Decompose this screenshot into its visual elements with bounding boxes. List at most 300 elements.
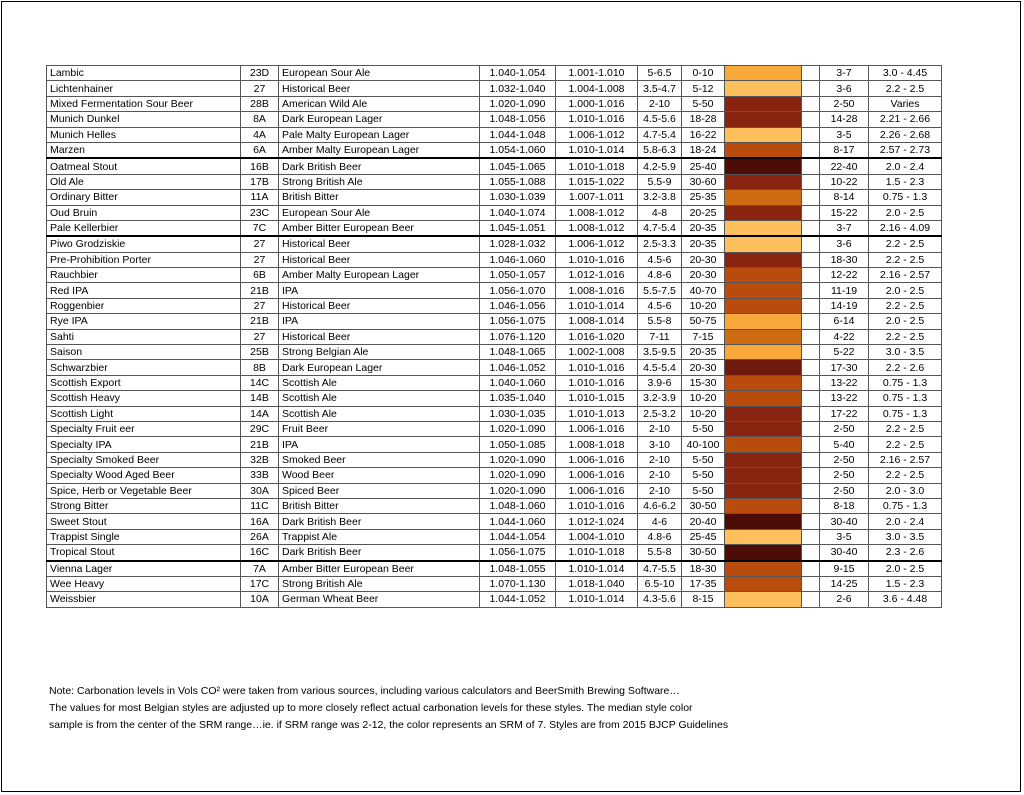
abv-cell: 6.5-10 (638, 576, 682, 591)
original-gravity-cell: 1.032-1.040 (480, 81, 556, 96)
color-swatch (725, 112, 802, 127)
style-name-cell: Rye IPA (47, 314, 241, 329)
abv-cell: 2-10 (638, 421, 682, 436)
style-code-cell: 25B (241, 345, 279, 360)
final-gravity-cell: 1.008-1.016 (556, 283, 638, 298)
color-swatch (725, 81, 802, 96)
category-cell: Historical Beer (279, 236, 480, 252)
spacer-cell (802, 220, 820, 236)
original-gravity-cell: 1.056-1.075 (480, 314, 556, 329)
abv-cell: 2.5-3.2 (638, 406, 682, 421)
final-gravity-cell: 1.010-1.016 (556, 375, 638, 390)
original-gravity-cell: 1.056-1.075 (480, 545, 556, 561)
srm-range-cell: 13-22 (820, 391, 869, 406)
srm-range-cell: 11-19 (820, 283, 869, 298)
abv-cell: 4-8 (638, 205, 682, 220)
spacer-cell (802, 158, 820, 174)
final-gravity-cell: 1.010-1.014 (556, 561, 638, 577)
style-name-cell: Sahti (47, 329, 241, 344)
category-cell: Historical Beer (279, 298, 480, 313)
carbonation-cell: 2.3 - 2.6 (869, 545, 942, 561)
ibu-cell: 18-30 (682, 561, 725, 577)
style-code-cell: 8B (241, 360, 279, 375)
final-gravity-cell: 1.001-1.010 (556, 66, 638, 81)
style-code-cell: 33B (241, 468, 279, 483)
carbonation-cell: 2.16 - 4.09 (869, 220, 942, 236)
style-code-cell: 11C (241, 498, 279, 513)
style-name-cell: Scottish Heavy (47, 391, 241, 406)
style-name-cell: Schwarzbier (47, 360, 241, 375)
style-code-cell: 14C (241, 375, 279, 390)
style-code-cell: 21B (241, 283, 279, 298)
original-gravity-cell: 1.048-1.060 (480, 498, 556, 513)
abv-cell: 3-10 (638, 437, 682, 452)
style-name-cell: Pre-Prohibition Porter (47, 252, 241, 267)
final-gravity-cell: 1.016-1.020 (556, 329, 638, 344)
srm-range-cell: 2-50 (820, 421, 869, 436)
style-code-cell: 7C (241, 220, 279, 236)
style-name-cell: Strong Bitter (47, 498, 241, 513)
color-swatch (725, 190, 802, 205)
abv-cell: 2-10 (638, 468, 682, 483)
ibu-cell: 10-20 (682, 391, 725, 406)
ibu-cell: 16-22 (682, 127, 725, 142)
final-gravity-cell: 1.008-1.014 (556, 314, 638, 329)
style-code-cell: 14A (241, 406, 279, 421)
abv-cell: 4-6 (638, 514, 682, 529)
srm-range-cell: 2-6 (820, 592, 869, 607)
table-row (47, 314, 942, 329)
final-gravity-cell: 1.008-1.018 (556, 437, 638, 452)
color-swatch (725, 360, 802, 375)
abv-cell: 5.8-6.3 (638, 142, 682, 158)
style-name-cell: Oud Bruin (47, 205, 241, 220)
ibu-cell: 20-35 (682, 345, 725, 360)
srm-range-cell: 3-6 (820, 236, 869, 252)
carbonation-cell: 2.0 - 3.0 (869, 483, 942, 498)
style-name-cell: Pale Kellerbier (47, 220, 241, 236)
abv-cell: 4.2-5.9 (638, 158, 682, 174)
category-cell: IPA (279, 283, 480, 298)
table-row (47, 452, 942, 467)
style-name-cell: Spice, Herb or Vegetable Beer (47, 483, 241, 498)
abv-cell: 5.5-7.5 (638, 283, 682, 298)
original-gravity-cell: 1.056-1.070 (480, 283, 556, 298)
srm-range-cell: 3-5 (820, 127, 869, 142)
final-gravity-cell: 1.006-1.016 (556, 421, 638, 436)
final-gravity-cell: 1.006-1.016 (556, 452, 638, 467)
style-code-cell: 16B (241, 158, 279, 174)
srm-range-cell: 12-22 (820, 268, 869, 283)
spacer-cell (802, 81, 820, 96)
ibu-cell: 10-20 (682, 406, 725, 421)
note-line-3: sample is from the center of the SRM range…ie. if SRM range was 2-12, the color represents an SRM of 7. Styles are from 2015 BJCP Guidelines (49, 719, 729, 731)
category-cell: Scottish Ale (279, 406, 480, 421)
table-row (47, 545, 942, 561)
ibu-cell: 30-50 (682, 545, 725, 561)
color-swatch (725, 375, 802, 390)
abv-cell: 3.2-3.9 (638, 391, 682, 406)
carbonation-cell: 2.2 - 2.5 (869, 329, 942, 344)
style-code-cell: 27 (241, 329, 279, 344)
table-row (47, 375, 942, 390)
table-row (47, 592, 942, 607)
abv-cell: 2.5-3.3 (638, 236, 682, 252)
category-cell: Trappist Ale (279, 529, 480, 544)
srm-range-cell: 5-40 (820, 437, 869, 452)
color-swatch (725, 283, 802, 298)
table-row (47, 561, 942, 577)
ibu-cell: 20-30 (682, 252, 725, 267)
srm-range-cell: 6-14 (820, 314, 869, 329)
color-swatch (725, 236, 802, 252)
original-gravity-cell: 1.050-1.085 (480, 437, 556, 452)
style-code-cell: 27 (241, 236, 279, 252)
spacer-cell (802, 236, 820, 252)
srm-range-cell: 8-18 (820, 498, 869, 513)
spacer-cell (802, 174, 820, 189)
category-cell: Smoked Beer (279, 452, 480, 467)
style-name-cell: Tropical Stout (47, 545, 241, 561)
table-row (47, 127, 942, 142)
ibu-cell: 18-24 (682, 142, 725, 158)
abv-cell: 4.7-5.4 (638, 220, 682, 236)
srm-range-cell: 3-6 (820, 81, 869, 96)
style-code-cell: 21B (241, 437, 279, 452)
carbonation-cell: 0.75 - 1.3 (869, 391, 942, 406)
final-gravity-cell: 1.015-1.022 (556, 174, 638, 189)
style-name-cell: Weissbier (47, 592, 241, 607)
final-gravity-cell: 1.004-1.010 (556, 529, 638, 544)
ibu-cell: 0-10 (682, 66, 725, 81)
style-code-cell: 11A (241, 190, 279, 205)
category-cell: Amber Malty European Lager (279, 268, 480, 283)
original-gravity-cell: 1.020-1.090 (480, 468, 556, 483)
carbonation-cell: 0.75 - 1.3 (869, 498, 942, 513)
table-row (47, 174, 942, 189)
original-gravity-cell: 1.030-1.035 (480, 406, 556, 421)
ibu-cell: 40-100 (682, 437, 725, 452)
ibu-cell: 10-20 (682, 298, 725, 313)
spacer-cell (802, 576, 820, 591)
original-gravity-cell: 1.020-1.090 (480, 421, 556, 436)
ibu-cell: 20-35 (682, 220, 725, 236)
style-code-cell: 27 (241, 81, 279, 96)
ibu-cell: 25-45 (682, 529, 725, 544)
abv-cell: 5.5-8 (638, 545, 682, 561)
style-name-cell: Wee Heavy (47, 576, 241, 591)
original-gravity-cell: 1.030-1.039 (480, 190, 556, 205)
final-gravity-cell: 1.010-1.016 (556, 252, 638, 267)
category-cell: Historical Beer (279, 81, 480, 96)
srm-range-cell: 14-28 (820, 112, 869, 127)
carbonation-cell: 2.2 - 2.5 (869, 252, 942, 267)
category-cell: Wood Beer (279, 468, 480, 483)
spacer-cell (802, 545, 820, 561)
table-row (47, 468, 942, 483)
original-gravity-cell: 1.046-1.060 (480, 252, 556, 267)
color-swatch (725, 483, 802, 498)
original-gravity-cell: 1.048-1.055 (480, 561, 556, 577)
abv-cell: 4.7-5.5 (638, 561, 682, 577)
spacer-cell (802, 360, 820, 375)
table-row (47, 283, 942, 298)
table-row (47, 298, 942, 313)
style-code-cell: 27 (241, 298, 279, 313)
final-gravity-cell: 1.008-1.012 (556, 220, 638, 236)
srm-range-cell: 13-22 (820, 375, 869, 390)
table-row (47, 205, 942, 220)
carbonation-cell: 2.0 - 2.5 (869, 314, 942, 329)
original-gravity-cell: 1.050-1.057 (480, 268, 556, 283)
table-row (47, 345, 942, 360)
color-swatch (725, 452, 802, 467)
final-gravity-cell: 1.006-1.012 (556, 236, 638, 252)
original-gravity-cell: 1.020-1.090 (480, 452, 556, 467)
srm-range-cell: 30-40 (820, 514, 869, 529)
original-gravity-cell: 1.045-1.065 (480, 158, 556, 174)
color-swatch (725, 220, 802, 236)
carbonation-cell: 2.0 - 2.5 (869, 561, 942, 577)
table-row (47, 66, 942, 81)
category-cell: Amber Bitter European Beer (279, 561, 480, 577)
style-name-cell: Oatmeal Stout (47, 158, 241, 174)
abv-cell: 3.9-6 (638, 375, 682, 390)
style-code-cell: 29C (241, 421, 279, 436)
table-row (47, 360, 942, 375)
final-gravity-cell: 1.006-1.012 (556, 127, 638, 142)
style-name-cell: Munich Helles (47, 127, 241, 142)
category-cell: Dark European Lager (279, 112, 480, 127)
carbonation-cell: 2.2 - 2.5 (869, 421, 942, 436)
color-swatch (725, 545, 802, 561)
category-cell: Scottish Ale (279, 375, 480, 390)
carbonation-cell: 2.2 - 2.6 (869, 360, 942, 375)
final-gravity-cell: 1.018-1.040 (556, 576, 638, 591)
ibu-cell: 17-35 (682, 576, 725, 591)
color-swatch (725, 268, 802, 283)
style-name-cell: Marzen (47, 142, 241, 158)
abv-cell: 4.5-6 (638, 252, 682, 267)
spacer-cell (802, 498, 820, 513)
ibu-cell: 5-50 (682, 452, 725, 467)
ibu-cell: 25-35 (682, 190, 725, 205)
srm-range-cell: 2-50 (820, 483, 869, 498)
style-name-cell: Lambic (47, 66, 241, 81)
original-gravity-cell: 1.044-1.060 (480, 514, 556, 529)
original-gravity-cell: 1.044-1.054 (480, 529, 556, 544)
final-gravity-cell: 1.010-1.014 (556, 298, 638, 313)
beer-styles-table-body (47, 66, 942, 608)
table-row (47, 498, 942, 513)
color-swatch (725, 421, 802, 436)
style-name-cell: Scottish Light (47, 406, 241, 421)
style-name-cell: Lichtenhainer (47, 81, 241, 96)
table-row (47, 329, 942, 344)
ibu-cell: 18-28 (682, 112, 725, 127)
ibu-cell: 50-75 (682, 314, 725, 329)
category-cell: Amber Bitter European Beer (279, 220, 480, 236)
ibu-cell: 25-40 (682, 158, 725, 174)
style-name-cell: Specialty Smoked Beer (47, 452, 241, 467)
table-row (47, 421, 942, 436)
abv-cell: 2-10 (638, 483, 682, 498)
style-code-cell: 16C (241, 545, 279, 561)
style-name-cell: Mixed Fermentation Sour Beer (47, 96, 241, 111)
table-row (47, 529, 942, 544)
original-gravity-cell: 1.054-1.060 (480, 142, 556, 158)
srm-range-cell: 14-25 (820, 576, 869, 591)
final-gravity-cell: 1.008-1.012 (556, 205, 638, 220)
style-code-cell: 7A (241, 561, 279, 577)
spacer-cell (802, 437, 820, 452)
original-gravity-cell: 1.055-1.088 (480, 174, 556, 189)
style-name-cell: Scottish Export (47, 375, 241, 390)
table-row (47, 190, 942, 205)
style-code-cell: 17B (241, 174, 279, 189)
table-row (47, 236, 942, 252)
color-swatch (725, 96, 802, 111)
final-gravity-cell: 1.010-1.016 (556, 360, 638, 375)
original-gravity-cell: 1.020-1.090 (480, 483, 556, 498)
table-row (47, 142, 942, 158)
original-gravity-cell: 1.045-1.051 (480, 220, 556, 236)
final-gravity-cell: 1.010-1.016 (556, 498, 638, 513)
spacer-cell (802, 391, 820, 406)
final-gravity-cell: 1.010-1.018 (556, 545, 638, 561)
spacer-cell (802, 529, 820, 544)
srm-range-cell: 9-15 (820, 561, 869, 577)
carbonation-cell: 1.5 - 2.3 (869, 174, 942, 189)
original-gravity-cell: 1.044-1.052 (480, 592, 556, 607)
final-gravity-cell: 1.012-1.024 (556, 514, 638, 529)
spacer-cell (802, 406, 820, 421)
style-code-cell: 10A (241, 592, 279, 607)
abv-cell: 5-6.5 (638, 66, 682, 81)
category-cell: Historical Beer (279, 252, 480, 267)
ibu-cell: 40-70 (682, 283, 725, 298)
style-name-cell: Saison (47, 345, 241, 360)
color-swatch (725, 468, 802, 483)
spacer-cell (802, 268, 820, 283)
original-gravity-cell: 1.035-1.040 (480, 391, 556, 406)
style-code-cell: 27 (241, 252, 279, 267)
spacer-cell (802, 298, 820, 313)
color-swatch (725, 437, 802, 452)
style-name-cell: Vienna Lager (47, 561, 241, 577)
abv-cell: 5.5-9 (638, 174, 682, 189)
style-name-cell: Roggenbier (47, 298, 241, 313)
final-gravity-cell: 1.006-1.016 (556, 483, 638, 498)
carbonation-cell: 2.21 - 2.66 (869, 112, 942, 127)
spacer-cell (802, 592, 820, 607)
color-swatch (725, 498, 802, 513)
ibu-cell: 7-15 (682, 329, 725, 344)
category-cell: Dark European Lager (279, 360, 480, 375)
carbonation-cell: 2.26 - 2.68 (869, 127, 942, 142)
table-row (47, 112, 942, 127)
ibu-cell: 8-15 (682, 592, 725, 607)
category-cell: Spiced Beer (279, 483, 480, 498)
final-gravity-cell: 1.010-1.014 (556, 592, 638, 607)
style-code-cell: 16A (241, 514, 279, 529)
color-swatch (725, 127, 802, 142)
carbonation-cell: 2.2 - 2.5 (869, 437, 942, 452)
spacer-cell (802, 66, 820, 81)
color-swatch (725, 576, 802, 591)
category-cell: Pale Malty European Lager (279, 127, 480, 142)
abv-cell: 2-10 (638, 96, 682, 111)
abv-cell: 4.5-5.4 (638, 360, 682, 375)
style-code-cell: 6A (241, 142, 279, 158)
table-row (47, 514, 942, 529)
style-code-cell: 23D (241, 66, 279, 81)
style-code-cell: 23C (241, 205, 279, 220)
table-row (47, 81, 942, 96)
color-swatch (725, 174, 802, 189)
spacer-cell (802, 375, 820, 390)
final-gravity-cell: 1.012-1.016 (556, 268, 638, 283)
srm-range-cell: 22-40 (820, 158, 869, 174)
category-cell: Dark British Beer (279, 158, 480, 174)
original-gravity-cell: 1.048-1.065 (480, 345, 556, 360)
carbonation-cell: 2.2 - 2.5 (869, 298, 942, 313)
spacer-cell (802, 112, 820, 127)
spacer-cell (802, 96, 820, 111)
abv-cell: 4.6-6.2 (638, 498, 682, 513)
color-swatch (725, 514, 802, 529)
color-swatch (725, 561, 802, 577)
original-gravity-cell: 1.048-1.056 (480, 112, 556, 127)
spacer-cell (802, 468, 820, 483)
style-code-cell: 8A (241, 112, 279, 127)
spacer-cell (802, 283, 820, 298)
carbonation-cell: 2.0 - 2.5 (869, 283, 942, 298)
original-gravity-cell: 1.028-1.032 (480, 236, 556, 252)
color-swatch (725, 592, 802, 607)
table-row (47, 252, 942, 267)
abv-cell: 4.3-5.6 (638, 592, 682, 607)
table-row (47, 406, 942, 421)
style-name-cell: Red IPA (47, 283, 241, 298)
spacer-cell (802, 127, 820, 142)
style-name-cell: Munich Dunkel (47, 112, 241, 127)
category-cell: European Sour Ale (279, 66, 480, 81)
abv-cell: 3.5-9.5 (638, 345, 682, 360)
abv-cell: 7-11 (638, 329, 682, 344)
style-name-cell: Piwo Grodziskie (47, 236, 241, 252)
color-swatch (725, 314, 802, 329)
color-swatch (725, 142, 802, 158)
carbonation-cell: 1.5 - 2.3 (869, 576, 942, 591)
category-cell: German Wheat Beer (279, 592, 480, 607)
color-swatch (725, 329, 802, 344)
table-row (47, 96, 942, 111)
note-line-1: Note: Carbonation levels in Vols CO² were taken from various sources, including various calculators and BeerSmith Brewing Software… (49, 685, 680, 697)
abv-cell: 4.5-5.6 (638, 112, 682, 127)
style-code-cell: 28B (241, 96, 279, 111)
srm-range-cell: 2-50 (820, 96, 869, 111)
category-cell: Dark British Beer (279, 545, 480, 561)
final-gravity-cell: 1.002-1.008 (556, 345, 638, 360)
ibu-cell: 5-50 (682, 468, 725, 483)
color-swatch (725, 158, 802, 174)
spacer-cell (802, 514, 820, 529)
style-name-cell: Specialty Wood Aged Beer (47, 468, 241, 483)
carbonation-cell: 0.75 - 1.3 (869, 190, 942, 205)
spacer-cell (802, 314, 820, 329)
color-swatch (725, 345, 802, 360)
